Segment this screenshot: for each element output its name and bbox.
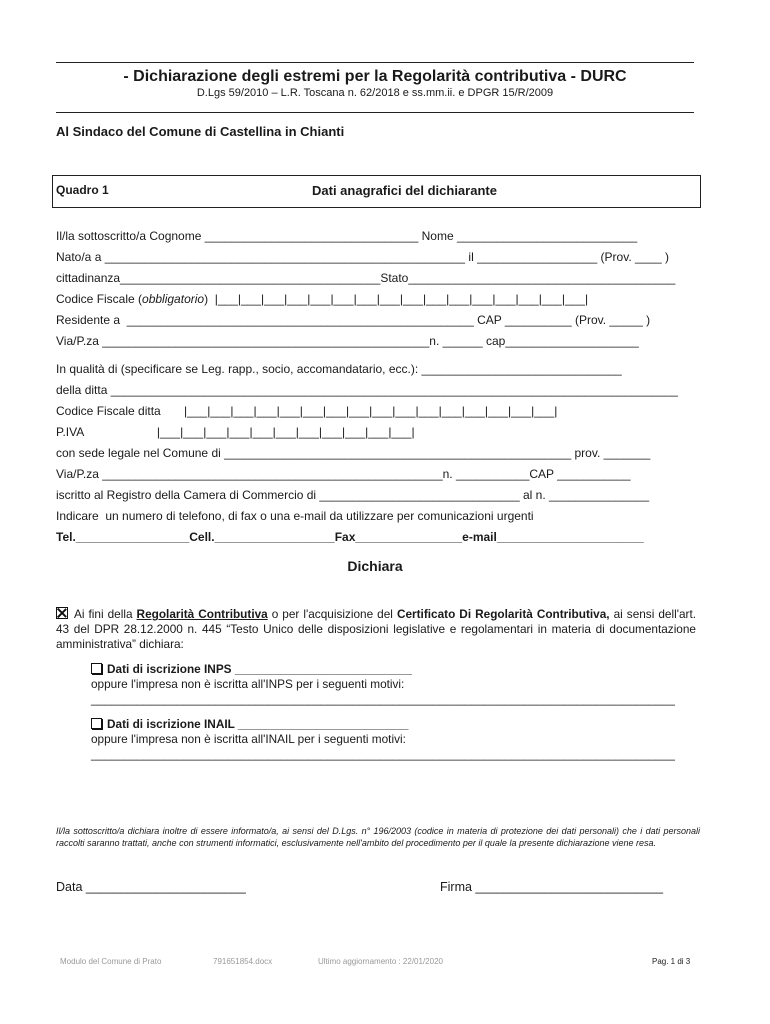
field-codice-fiscale[interactable]	[56, 292, 588, 306]
codice-fiscale-label: Codice Fiscale (obbligatorio)	[56, 292, 215, 306]
checked-checkbox-icon[interactable]	[56, 607, 68, 619]
footer-filename: 791651854.docx	[213, 957, 273, 966]
field-ditta[interactable]: della ditta _____________________________________________________________________________________	[56, 383, 678, 397]
checkbox-icon[interactable]	[91, 718, 102, 729]
field-sede-legale[interactable]: con sede legale nel Comune di ____________________________________________________ prov. _______	[56, 446, 651, 460]
dichiara-paragraph: Ai fini della Regolarità Contributiva o per l'acquisizione del Certificato Di Regolarità Contributiva, ai sensi dell'art. 43 del DPR 28.12.2000 n. 445 “Testo Unico delle disposizioni legislative e regolamentari in materia di documentazione amministrativa” dichiara:	[56, 607, 697, 651]
field-cittadinanza[interactable]: cittadinanza_______________________________________Stato________________________________________	[56, 271, 676, 285]
document-subtitle: D.Lgs 59/2010 – L.R. Toscana n. 62/2018 e ss.mm.ii. e DPGR 15/R/2009	[196, 87, 554, 99]
document-title: - Dichiarazione degli estremi per la Regolarità contributiva - DURC	[123, 68, 627, 85]
field-registro-camera[interactable]: iscritto al Registro della Camera di Commercio di ______________________________ al n. _______________	[56, 488, 650, 502]
inail-reason-line[interactable]: _________________________________________________________________________________________	[91, 747, 675, 761]
addressee: Al Sindaco del Comune di Castellina in Chianti	[56, 124, 345, 139]
quadro-title: Dati anagrafici del dichiarante	[312, 183, 497, 198]
field-contatti[interactable]: Tel._________________Cell.__________________Fax________________e-mail______________________	[56, 530, 644, 544]
privacy-notice: Il/la sottoscritto/a dichiara inoltre di essere informato/a, ai sensi del D.Lgs. n° 196/2003 (codice in materia di protezione dei dati personali) che i dati personali raccolti saranno trattati, anche con strumenti informatici, esclusivamente nell'ambito del procedimento per il quale la presente dichiarazione viene resa.	[56, 826, 700, 848]
quadro-label: Quadro 1	[56, 183, 109, 197]
field-indirizzo[interactable]: Via/P.za _________________________________________________n. ______ cap____________________	[56, 334, 639, 348]
header-rule	[56, 112, 694, 113]
inps-option[interactable]: Dati di iscrizione INPS ___________________________	[91, 662, 412, 677]
contatti-intro: Indicare un numero di telefono, di fax o una e-mail da utilizzare per comunicazioni urgenti	[56, 509, 534, 523]
date-field[interactable]: Data _______________________	[56, 880, 246, 894]
checkbox-icon[interactable]	[91, 663, 102, 674]
field-indirizzo-ditta[interactable]: Via/P.za ___________________________________________________n. ___________CAP ___________	[56, 467, 631, 481]
field-cognome-nome[interactable]: Il/la sottoscritto/a Cognome ________________________________ Nome ___________________________	[56, 229, 638, 243]
signature-field[interactable]: Firma ___________________________	[440, 880, 664, 894]
inail-reason-label: oppure l'impresa non è iscritta all'INAIL per i seguenti motivi:	[91, 732, 406, 746]
field-cf-ditta[interactable]: Codice Fiscale ditta |___|___|___|___|___|___|___|___|___|___|___|___|___|___|___|___|	[56, 404, 558, 418]
dichiara-heading: Dichiara	[347, 558, 403, 574]
field-qualita[interactable]: In qualità di (specificare se Leg. rapp., socio, accomandatario, ecc.): ______________________________	[56, 362, 622, 376]
footer-updated: Ultimo aggiornamento : 22/01/2020	[318, 957, 443, 966]
field-nascita[interactable]: Nato/a a ______________________________________________________ il __________________ (Prov. ____ )	[56, 250, 670, 264]
footer-source: Modulo del Comune di Prato	[60, 957, 162, 966]
inps-reason-line[interactable]: _________________________________________________________________________________________	[91, 692, 675, 706]
inps-reason-label: oppure l'impresa non è iscritta all'INPS per i seguenti motivi:	[91, 677, 405, 691]
field-piva[interactable]: P.IVA |___|___|___|___|___|___|___|___|___|___|___|	[56, 425, 415, 439]
page-number: Pag. 1 di 3	[652, 957, 691, 966]
top-rule	[56, 62, 694, 63]
field-residenza[interactable]: Residente a ____________________________________________________ CAP __________ (Prov. _____ )	[56, 313, 651, 327]
inail-option[interactable]: Dati di iscrizione INAIL __________________________	[91, 717, 408, 732]
codice-fiscale-cells[interactable]: |___|___|___|___|___|___|___|___|___|___|___|___|___|___|___|___|	[214, 292, 589, 306]
